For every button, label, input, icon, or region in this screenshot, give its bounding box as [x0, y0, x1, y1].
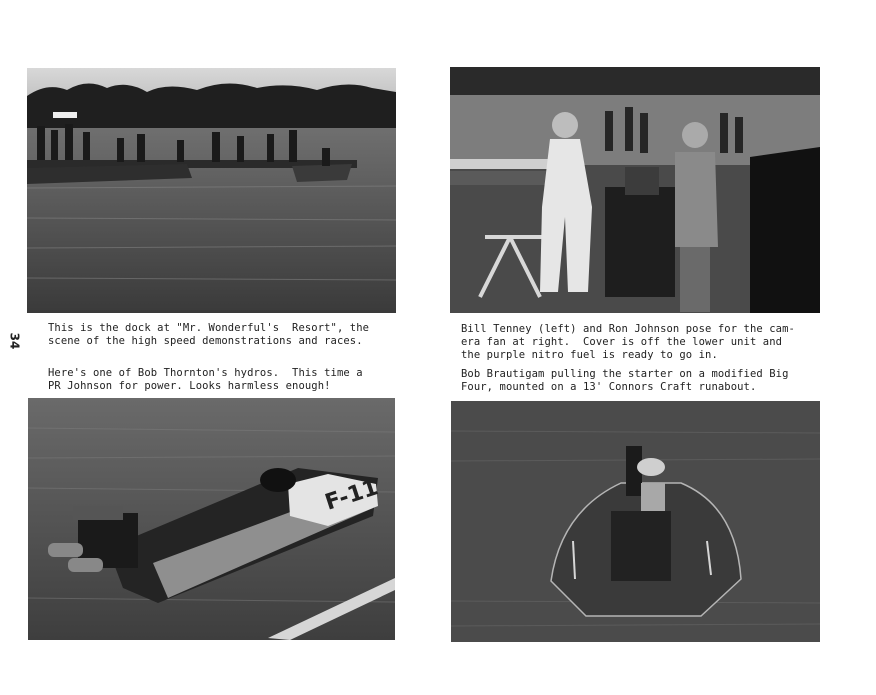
- tenney-johnson-caption: [461, 323, 795, 362]
- brautigam-caption: [461, 368, 789, 394]
- dock-photo: [27, 68, 396, 313]
- caption-line: Bill Tenney (left) and Ron Johnson pose for the cam-: [461, 323, 795, 335]
- caption-line: the purple nitro fuel is ready to go in.: [461, 349, 718, 361]
- caption-line: PR Johnson for power. Looks harmless enough!: [48, 380, 331, 392]
- hydro-boat-photo: [28, 398, 395, 640]
- caption-line: Here's one of Bob Thornton's hydros. This time a: [48, 367, 363, 379]
- boat-number-marking: F-11: [322, 475, 382, 516]
- caption-line: This is the dock at "Mr. Wonderful's Resort", the: [48, 322, 370, 334]
- tenney-johnson-photo: [450, 67, 820, 313]
- caption-line: Bob Brautigam pulling the starter on a modified Big: [461, 368, 789, 380]
- hydro-caption: [48, 367, 363, 393]
- runabout-photo: [451, 401, 820, 642]
- caption-line: era fan at right. Cover is off the lower unit and: [461, 336, 783, 348]
- page-number: 34: [7, 332, 22, 350]
- caption-line: Four, mounted on a 13' Connors Craft runabout.: [461, 381, 757, 393]
- caption-line: scene of the high speed demonstrations and races.: [48, 335, 363, 347]
- dock-caption: [48, 322, 369, 348]
